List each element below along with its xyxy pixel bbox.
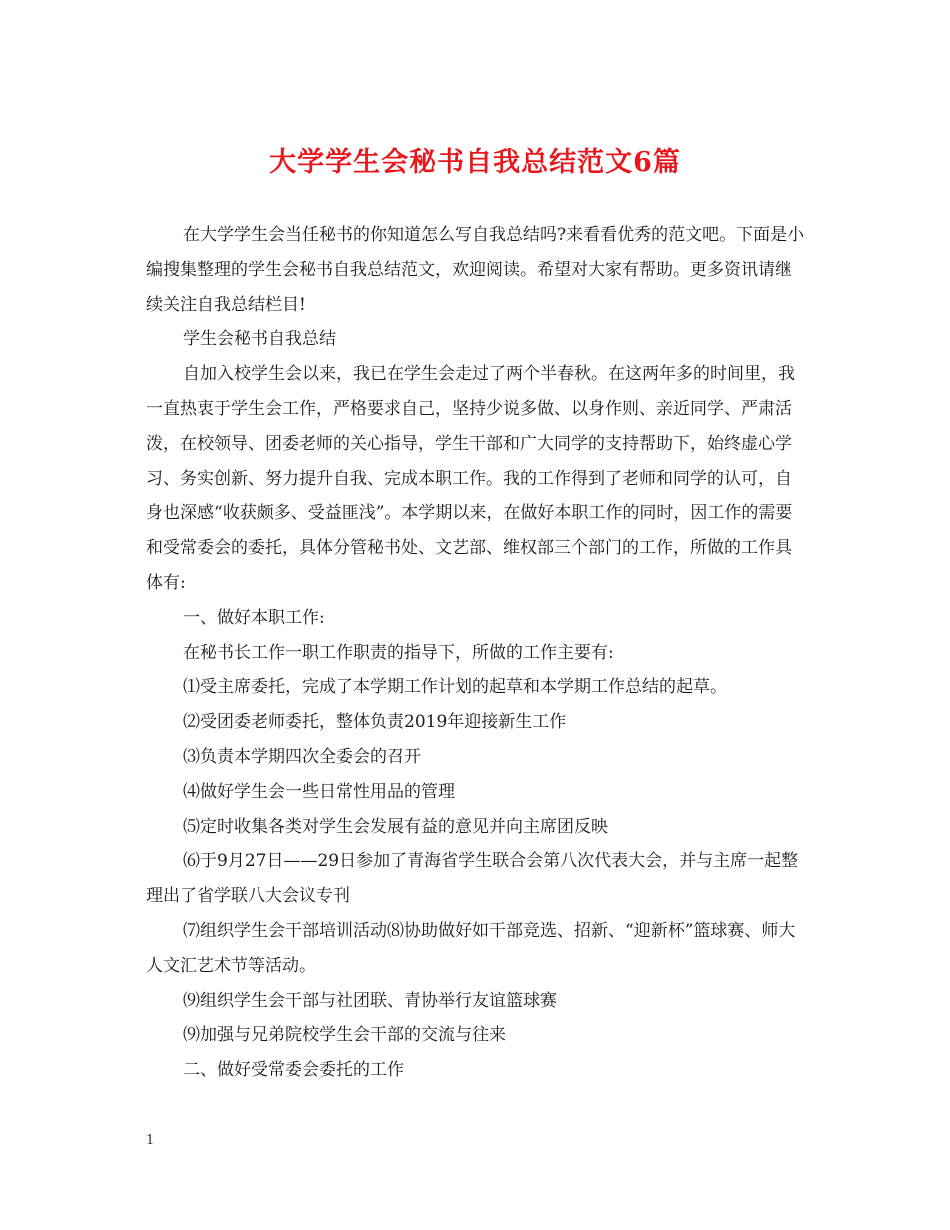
list-item: ⑶负责本学期四次全委会的召开 xyxy=(183,746,421,767)
list-item: ⑷做好学生会一些日常性用品的管理 xyxy=(183,781,455,802)
section-heading: 二、做好受常委会委托的工作 xyxy=(183,1060,404,1081)
body-paragraph: 自加入校学生会以来，我已在学生会走过了两个半春秋。在这两年多的时间里，我一直热衷于学生会工作，严格要求自己，坚持少说多做、以身作则、亲近同学、严肃活泼，在校领导、团委老师的关心指导，学生干部和广大同学的支持帮助下，始终虚心学习、务实创新、努力提升自我、完成本职工作。我的工作得到了老师和同学的认可，自身也深感“收获颇多、受益匪浅”。本学期以来，在做好本职工作的同时，因工作的需要和受常委会的委托，具体分管秘书处、文艺部、维权部三个部门的工作，所做的工作具体有: xyxy=(146,364,795,593)
section-heading: 学生会秘书自我总结 xyxy=(183,329,336,350)
page-number: 1 xyxy=(146,1133,155,1148)
document-title: 大学学生会秘书自我总结范文6篇 xyxy=(269,147,681,178)
list-item: ⑴受主席委托，完成了本学期工作计划的起草和本学期工作总结的起草。 xyxy=(183,677,727,698)
list-item: ⑵受团委老师委托，整体负责2019年迎接新生工作 xyxy=(183,712,567,733)
list-item: ⑼组织学生会干部与社团联、青协举行友谊篮球赛 xyxy=(183,990,557,1011)
section-heading: 一、做好本职工作: xyxy=(183,607,325,628)
list-item: ⑼加强与兄弟院校学生会干部的交流与往来 xyxy=(183,1025,506,1046)
list-item: ⑸定时收集各类对学生会发展有益的意见并向主席团反映 xyxy=(183,816,608,837)
intro-paragraph: 在大学学生会当任秘书的你知道怎么写自我总结吗?来看看优秀的范文吧。下面是小编搜集整理的学生会秘书自我总结范文，欢迎阅读。希望对大家有帮助。更多资讯请继续关注自我总结栏目! xyxy=(146,225,805,315)
list-item: ⑺组织学生会干部培训活动⑻协助做好如干部竞选、招新、“迎新杯”篮球赛、师大人文汇艺术节等活动。 xyxy=(146,920,796,976)
document-body xyxy=(146,218,806,1088)
list-item: ⑹于9月27日——29日参加了青海省学生联合会第八次代表大会，并与主席一起整理出了省学联八大会议专刊 xyxy=(146,851,799,907)
body-paragraph: 在秘书长工作一职工作职责的指导下，所做的工作主要有: xyxy=(183,642,614,663)
